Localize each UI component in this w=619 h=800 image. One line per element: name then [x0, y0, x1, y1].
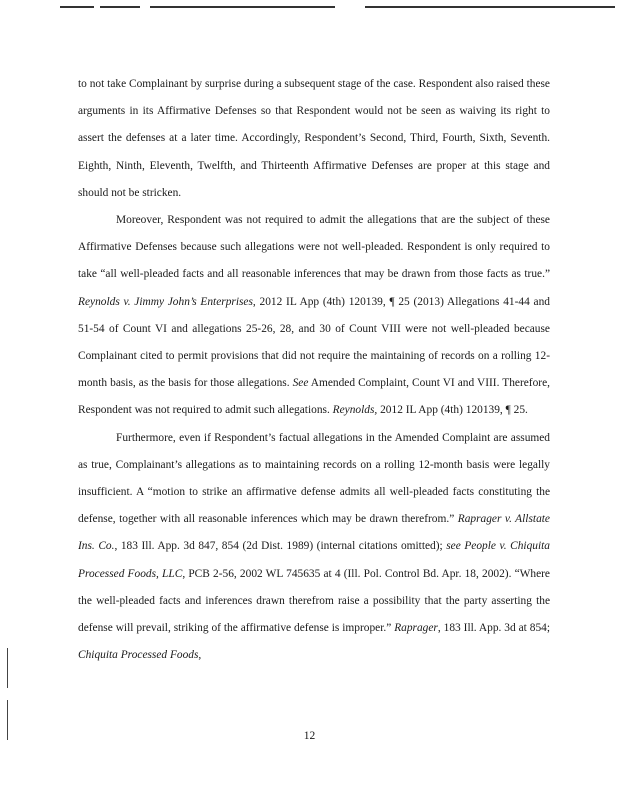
paragraph-p2	[78, 207, 550, 425]
header-rule-4	[365, 6, 615, 8]
citation-italic: Raprager	[394, 622, 438, 635]
paragraph-text: Moreover, Respondent was not required to admit the allegations that are the subject of these Affirmative Defenses because such allegations were not well-pleaded. Respondent is only required to take “all well-pleaded facts and all reasonable inferences that may be drawn from those facts as true.”	[78, 214, 550, 281]
margin-bar-1	[7, 648, 8, 688]
header-rule-2	[100, 6, 140, 8]
paragraph-text: 2012 IL App (4th) 120139, ¶ 25.	[377, 404, 528, 417]
paragraph-text: to not take Complainant by surprise during a subsequent stage of the case. Respondent also raised these arguments in its Affirmative Defenses so that Respondent would not be seen as waiving its right to assert the defenses at a later time. Accordingly, Respondent’s Second, Third, Fourth, Sixth, Seventh. Eighth, Ninth, Eleventh, Twelfth, and Thirteenth Affirmative Defenses are proper at this stage and should not be stricken.	[78, 78, 550, 199]
citation-italic: See	[292, 377, 309, 390]
citation-italic: Reynolds,	[332, 404, 378, 417]
paragraph-text: , 183 Ill. App. 3d at 854;	[437, 622, 551, 635]
page-number: 12	[303, 730, 316, 742]
paragraph-text: , PCB 2-56, 2002 WL 745635 at 4 (Ill. Pol. Control Bd. Apr. 18, 2002). “Where the well-pleaded facts and inferences drawn therefrom raise a possibility that the party asserting the defense will prevail, striking of the affirmative defense is improper.”	[78, 567, 550, 635]
citation-italic: see People v. Chiquita Processed Foods, LLC	[78, 540, 550, 580]
document-body	[78, 71, 550, 669]
citation-italic: Raprager v. Allstate Ins. Co.	[78, 513, 550, 553]
citation-italic: Reynolds v. Jimmy John’s Enterprises	[78, 295, 253, 308]
paragraph-p3	[78, 425, 550, 670]
citation-italic: Chiquita Processed Foods,	[78, 649, 202, 662]
paragraph-p1	[78, 71, 550, 207]
paragraph-text: , 2012 IL App (4th) 120139, ¶ 25 (2013) Allegations 41-44 and 51-54 of Count VI and allegations 25-26, 28, and 30 of Count VIII were not well-pleaded because Complainant cited to permit provisions that did not require the maintaining of records on a rolling 12-month basis, as the basis for those allegations.	[78, 295, 550, 390]
paragraph-text: Furthermore, even if Respondent’s factual allegations in the Amended Complaint are assumed as true, Complainant’s allegations as to maintaining records on a rolling 12-month basis were legally insufficient. A “motion to strike an affirmative defense admits all well-pleaded facts constituting the defense, together with all reasonable inferences which may be drawn therefrom.”	[78, 431, 550, 526]
header-rule-1	[60, 6, 94, 8]
header-rule-3	[150, 6, 335, 8]
paragraph-text: , 183 Ill. App. 3d 847, 854 (2d Dist. 1989) (internal citations omitted);	[114, 540, 447, 553]
paragraph-text: Amended Complaint, Count VI and VIII. Therefore, Respondent was not required to admit such allegations.	[78, 377, 550, 417]
